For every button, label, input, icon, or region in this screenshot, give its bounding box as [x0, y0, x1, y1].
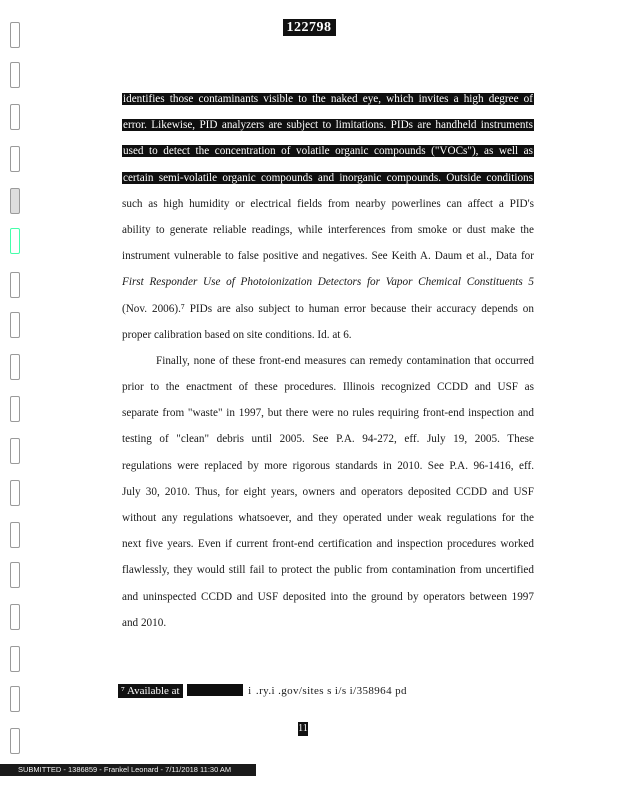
text-line: and uninspected CCDD and USF deposited into the ground by operators between 1997 — [122, 590, 534, 603]
text-line: (Nov. 2006).⁷ PIDs are also subject to human error because their accuracy depends on — [122, 302, 534, 315]
punch-hole — [10, 62, 20, 88]
punch-hole — [10, 396, 20, 422]
text-line: proper calibration based on site conditions. Id. at 6. — [122, 328, 352, 341]
highlighted-text: used to detect the concentration of volatile organic compounds ("VOCs"), as well as — [123, 145, 533, 158]
submission-stamp: SUBMITTED - 1386859 - Frankel Leonard - 7/11/2018 11:30 AM — [0, 764, 256, 776]
punch-hole — [10, 146, 20, 172]
text-line: Finally, none of these front-end measures can remedy contamination that occurred — [156, 354, 534, 367]
punch-hole — [10, 480, 20, 506]
page-number-text: 122798 — [283, 19, 336, 36]
page-mark: 11 — [298, 723, 308, 734]
highlighted-text: error. Likewise, PID analyzers are subject to limitations. PIDs are handheld instruments — [123, 119, 533, 132]
punch-hole — [10, 686, 20, 712]
punch-hole — [10, 272, 20, 298]
highlighted-text: identifies those contaminants visible to the naked eye, which invites a high degree of — [123, 93, 533, 105]
highlighted-text: certain semi-volatile organic compounds and inorganic compounds. Outside conditions — [123, 171, 533, 184]
text-line: ability to generate reliable readings, while interferences from smoke or dust make the — [122, 223, 534, 236]
footnote-label: ⁷ Available at — [118, 684, 183, 698]
punch-hole — [10, 22, 20, 48]
footnote-url: .ry.i .gov/sites s i/s i/358964 pd — [255, 685, 407, 697]
text-line: flawlessly, they would still fail to protect the public from contamination from uncertified — [122, 564, 534, 577]
text-line: next five years. Even if current front-end certification and inspection procedures worked — [122, 538, 534, 551]
text-line: and 2010. — [122, 616, 167, 629]
text-line: prior to the enactment of these procedures. Illinois recognized CCDD and USF as — [122, 381, 534, 394]
text-line: separate from "waste" in 1997, but there were no rules requiring front-end inspection and — [122, 407, 534, 420]
text-line — [122, 112, 534, 138]
punch-hole — [10, 188, 20, 214]
punch-hole — [10, 728, 20, 754]
paragraph-1 — [122, 86, 534, 348]
text-line — [122, 86, 534, 112]
punch-hole — [10, 228, 20, 254]
text-line: such as high humidity or electrical fields from nearby powerlines can affect a PID's — [122, 197, 534, 210]
punch-hole — [10, 522, 20, 548]
punch-hole — [10, 354, 20, 380]
punch-hole — [10, 562, 20, 588]
binder-punch-holes — [10, 22, 22, 762]
punch-hole — [10, 604, 20, 630]
text-line — [122, 138, 534, 164]
punch-hole — [10, 438, 20, 464]
text-line: instrument vulnerable to false positive and negatives. See Keith A. Daum et al., Data for — [122, 250, 534, 263]
footnote — [118, 684, 538, 697]
page-number — [0, 20, 618, 36]
punch-hole — [10, 646, 20, 672]
punch-hole — [10, 312, 20, 338]
text-line: regulations were replaced by more rigorous standards in 2010. See P.A. 96-1416, eff. — [122, 459, 534, 472]
text-line: testing of "clean" debris until 2005. See P.A. 94-272, eff. July 19, 2005. These — [122, 433, 534, 446]
text-line: First Responder Use of Photoionization Detectors for Vapor Chemical Constituents 5 — [122, 276, 534, 289]
body-text — [122, 86, 534, 636]
paragraph-2 — [122, 348, 534, 636]
text-line — [122, 165, 534, 191]
text-line: July 30, 2010. Thus, for eight years, owners and operators deposited CCDD and USF — [122, 485, 534, 498]
redaction-block — [187, 684, 243, 696]
punch-hole — [10, 104, 20, 130]
text-line: without any regulations whatsoever, and they operated under weak regulations for the — [122, 512, 534, 524]
footnote-fragment: i — [248, 685, 252, 697]
